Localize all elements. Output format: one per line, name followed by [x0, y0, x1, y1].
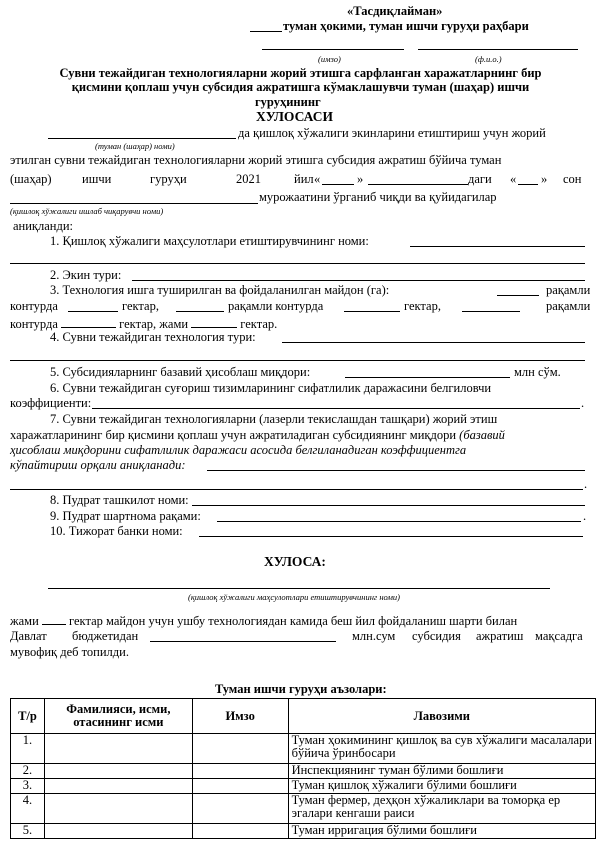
item-9-label: 9. Пудрат шартнома рақами:: [50, 509, 201, 523]
item-4-blank[interactable]: [282, 342, 585, 343]
item-6-line-2: коэффициенти:: [10, 396, 92, 410]
signature-line: [262, 49, 404, 50]
members-table: [10, 698, 596, 839]
name-cell[interactable]: [44, 764, 192, 779]
position-cell: Туман ирригация бўлими бошлиғи: [288, 824, 595, 839]
item-3-line-1-tail: рақамли: [546, 283, 591, 297]
intro-line-4: мурожаатини ўрганиб чиқди ва қуйидагилар: [259, 190, 497, 204]
position-cell: Туман ҳокимининг қишлоқ ва сув хўжалиги масалалари бўйича ўринбосари: [288, 734, 595, 764]
item-7-dot: .: [584, 477, 588, 491]
signature-cell[interactable]: [192, 734, 288, 764]
intro-line-2: этилган сувни тежайдиган технологияларни жорий этишга субсидия ажратиш бўйича туман: [10, 153, 502, 167]
approve-label: «Тасдиқлайман»: [347, 4, 443, 18]
conclusion-line-1: жами гектар майдон учун ушбу технологиядан камида беш йил фойдаланиш шарти билан: [10, 614, 518, 628]
members-table-header: [11, 699, 596, 734]
item-4-label: 4. Сувни тежайдиган технология тури:: [50, 330, 256, 344]
item-4-blank-2[interactable]: [10, 360, 585, 361]
row-number: 5.: [11, 824, 45, 839]
item-9-blank[interactable]: [217, 521, 581, 522]
item-1-blank-2[interactable]: [10, 263, 585, 264]
column-header-position: Лавозими: [288, 699, 595, 734]
item-10-label: 10. Тижорат банки номи:: [50, 524, 183, 538]
item-5-unit: млн сўм.: [514, 365, 561, 379]
item-5-label: 5. Субсидияларнинг базавий ҳисоблаш миқдори:: [50, 365, 311, 379]
item-5-blank[interactable]: [345, 377, 510, 378]
item-7-line-1: 7. Сувни тежайдиган технологияларни (лазерли текислашдан ташқари) жорий этиш: [50, 412, 498, 426]
position-cell: Туман фермер, деҳқон хўжаликлари ва томорқа ер эгалари кенгаши раиси: [288, 794, 595, 824]
item-6-blank[interactable]: [92, 408, 580, 409]
row-number: 3.: [11, 779, 45, 794]
name-cell[interactable]: [44, 794, 192, 824]
item-3-line-3: контурда гектар, жами гектар.: [10, 317, 278, 331]
item-8-label: 8. Пудрат ташкилот номи:: [50, 493, 189, 507]
item-7-blank-2[interactable]: [10, 489, 583, 490]
fio-line: [418, 49, 578, 50]
title-line-2: қисмини қоплаш учун субсидия ажратишга кўмаклашувчи туман (шаҳар) ишчи: [71, 80, 530, 94]
intro-line-1: да қишлоқ хўжалиги экинларини етиштириш учун жорий: [238, 126, 546, 140]
column-header-name: Фамилияси, исми, отасининг исми: [44, 699, 192, 734]
column-header-number: Т/р: [11, 699, 45, 734]
table-row: [11, 764, 596, 779]
item-1-label: 1. Қишлоқ хўжалиги маҳсулотлари етиштирувчининг номи:: [50, 234, 369, 248]
row-number: 1.: [11, 734, 45, 764]
members-heading: Туман ишчи гуруҳи аъзолари:: [215, 682, 387, 696]
conclusion-line-3: мувофиқ деб топилди.: [10, 645, 129, 659]
item-1-blank[interactable]: [410, 246, 585, 247]
table-row: [11, 779, 596, 794]
name-cell[interactable]: [44, 824, 192, 839]
conclusion-heading: ХУЛОСА:: [264, 554, 326, 569]
intro-line-5: аниқланди:: [13, 219, 73, 233]
sign-caption: (имзо): [318, 54, 341, 64]
document-title: ХУЛОСАСИ: [256, 109, 334, 124]
conclusion-caption: (қишлоқ хўжалиги маҳсулотлари етиштирувчининг номи): [188, 592, 400, 602]
item-2-label: 2. Экин тури:: [50, 268, 122, 282]
item-8-blank[interactable]: [192, 505, 585, 506]
row-number: 2.: [11, 764, 45, 779]
item-9-dot: .: [583, 509, 587, 523]
table-row: [11, 734, 596, 764]
item-3-line-1: 3. Технология ишга туширилган ва фойдаланилган майдон (га):: [50, 283, 390, 297]
title-line-1: Сувни тежайдиган технологияларни жорий этишга сарфланган харажатларнинг бир: [59, 66, 542, 80]
title-line-3: гуруҳининг: [255, 95, 321, 109]
item-2-blank[interactable]: [132, 280, 585, 281]
approver-blank: [250, 31, 282, 32]
signature-cell[interactable]: [192, 779, 288, 794]
signature-cell[interactable]: [192, 794, 288, 824]
producer-caption: (қишлоқ хўжалиги ишлаб чиқарувчи номи): [10, 206, 164, 216]
position-cell: Инспекциянинг туман бўлими бошлиғи: [288, 764, 595, 779]
row-number: 4.: [11, 794, 45, 824]
position-cell: Туман қишлоқ хўжалиги бўлими бошлиғи: [288, 779, 595, 794]
district-caption: (туман (шаҳар) номи): [95, 141, 175, 151]
signature-cell[interactable]: [192, 764, 288, 779]
signature-cell[interactable]: [192, 824, 288, 839]
name-cell[interactable]: [44, 779, 192, 794]
approver-title: туман ҳокими, туман ишчи гуруҳи раҳбари: [283, 19, 529, 33]
column-header-signature: Имзо: [192, 699, 288, 734]
item-3-area-blank[interactable]: [497, 295, 539, 296]
item-10-blank[interactable]: [199, 536, 583, 537]
item-7-line-4: кўпайтириш орқали аниқланади:: [10, 458, 186, 472]
table-row: [11, 824, 596, 839]
fio-caption: (ф.и.о.): [475, 54, 502, 64]
item-7-line-2: харажатларининг бир қисмини қоплаш учун ажратиладиган субсидиянинг миқдори (базавий: [10, 428, 505, 442]
item-7-line-3: ҳисоблаш миқдорини сифатлилик даражаси асосида белгиланадиган коэффициентга: [10, 443, 467, 457]
conclusion-producer-blank[interactable]: [48, 588, 550, 589]
table-row: [11, 794, 596, 824]
item-6-dot: .: [581, 396, 585, 410]
item-6-line-1: 6. Сувни тежайдиган суғориш тизимларининг сифатлилик даражасини белгиловчи: [50, 381, 492, 395]
name-cell[interactable]: [44, 734, 192, 764]
item-7-blank[interactable]: [207, 470, 585, 471]
